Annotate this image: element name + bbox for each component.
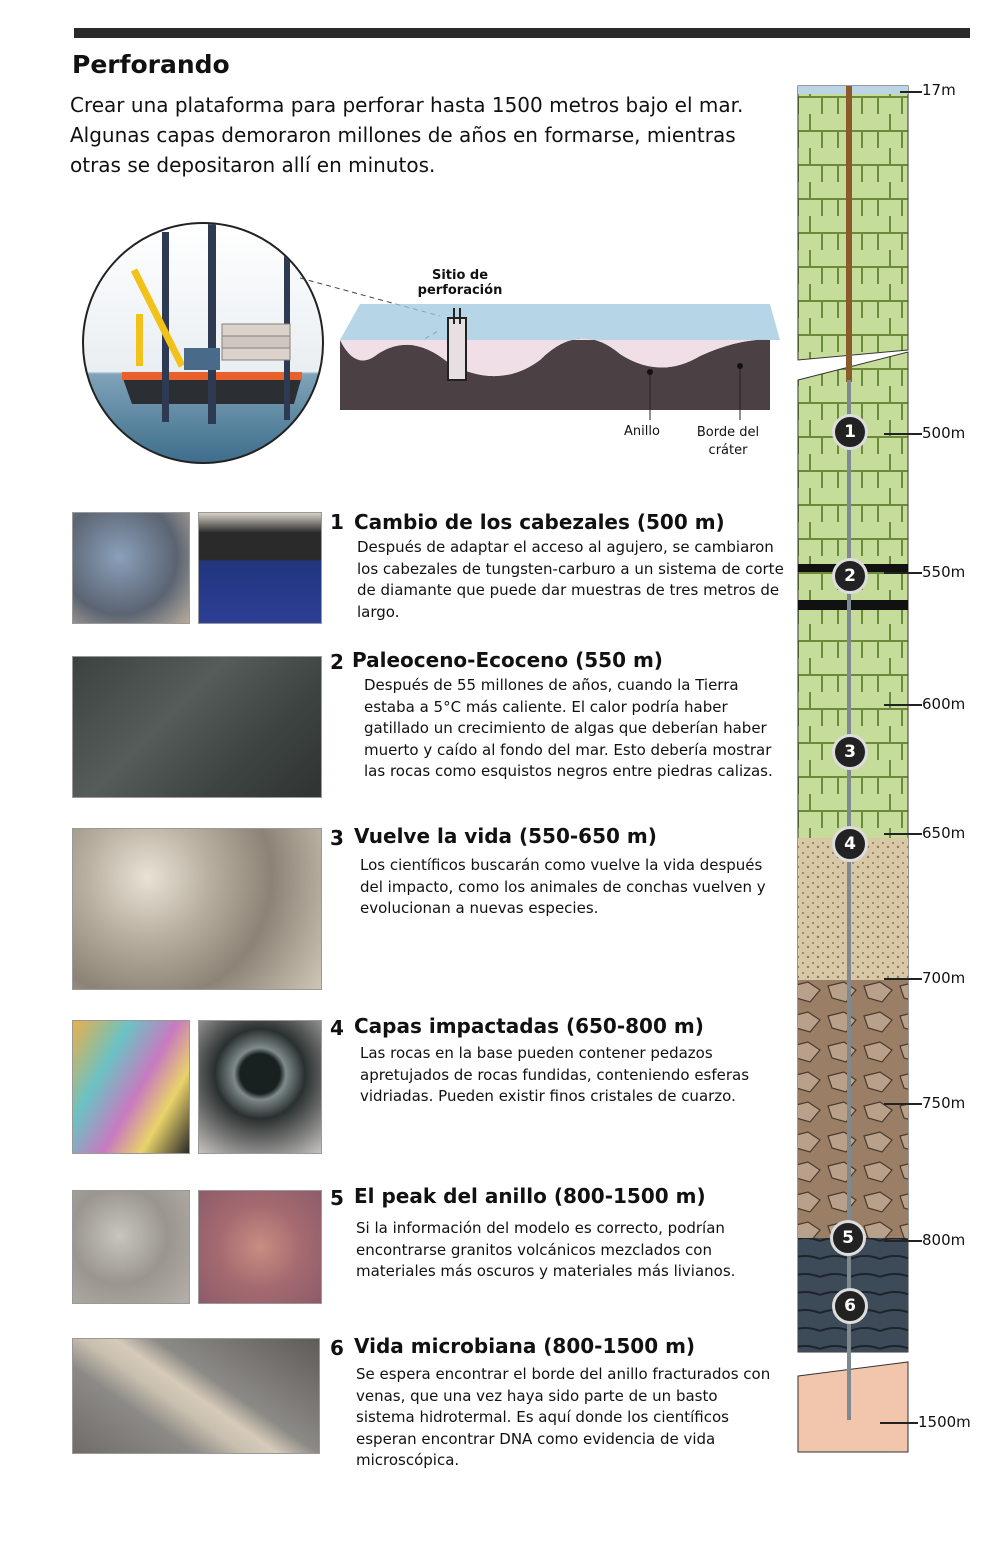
column-badge-5: 5: [830, 1220, 866, 1256]
section-1-number: 1: [330, 510, 344, 534]
depth-1500m: 1500m: [918, 1413, 971, 1431]
fossil-shells-photo: [72, 828, 322, 990]
tick-500m: [884, 433, 922, 435]
tick-650m: [884, 833, 922, 835]
column-badge-2: 2: [832, 558, 868, 594]
section-4-title: Capas impactadas (650-800 m): [354, 1014, 704, 1038]
section-5-title: El peak del anillo (800-1500 m): [354, 1184, 706, 1208]
column-badge-4: 4: [832, 826, 868, 862]
section-1-body: Después de adaptar el acceso al agujero, se cambiaron los cabezales de tungsten-carburo a un sistema de corte de diamante que puede dar muestras de tres metros de largo.: [357, 538, 784, 621]
crater-cross-section: [300, 260, 790, 420]
section-2-number: 2: [330, 650, 344, 674]
column-badge-1: 1: [832, 414, 868, 450]
section-3-number: 3: [330, 826, 344, 850]
glass-spheres-photo: [198, 1020, 322, 1154]
drill-site-label: Sitio de perforación: [417, 268, 503, 298]
tick-1500m: [880, 1422, 918, 1424]
top-rule: [74, 28, 970, 38]
section-6-number: 6: [330, 1336, 344, 1360]
tick-600m: [884, 704, 922, 706]
section-4-body: Las rocas en la base pueden contener pedazos apretujados de rocas fundidas, conteniendo esferas vidriadas. Pueden existir finos cristales de cuarzo.: [360, 1044, 750, 1105]
depth-750m: 750m: [922, 1094, 966, 1112]
black-shale-photo: [72, 656, 322, 798]
tick-750m: [884, 1103, 922, 1105]
granite-grey-photo: [72, 1190, 190, 1304]
section-2-body: Después de 55 millones de años, cuando la Tierra estaba a 5°C más caliente. El calor podría haber gatillado un crecimiento de algas que deberían haber muerto y caído al fondo del mar. Esto debería mostrar las rocas como esquistos negros entre piedras calizas.: [364, 676, 773, 780]
ring-label: Anillo: [624, 424, 660, 439]
column-badge-6: 6: [832, 1288, 868, 1324]
section-3-title: Vuelve la vida (550-650 m): [354, 824, 657, 848]
tick-700m: [884, 978, 922, 980]
depth-500m: 500m: [922, 424, 966, 442]
drilling-rig-illustration: [82, 222, 324, 464]
section-4-number: 4: [330, 1016, 344, 1040]
depth-650m: 650m: [922, 824, 966, 842]
section-1-title: Cambio de los cabezales (500 m): [354, 510, 725, 534]
section-5-number: 5: [330, 1186, 344, 1210]
tick-550m: [884, 572, 922, 574]
depth-600m: 600m: [922, 695, 966, 713]
page-title: Perforando: [72, 50, 230, 79]
depth-700m: 700m: [922, 969, 966, 987]
hydrothermal-vein-photo: [72, 1338, 320, 1454]
column-badge-3: 3: [832, 734, 868, 770]
section-5-body: Si la información del modelo es correcto, podrían encontrarse granitos volcánicos mezclados con materiales más oscuros y materiales más livianos.: [356, 1219, 736, 1280]
section-3-body: Los científicos buscarán como vuelve la vida después del impacto, como los animales de conchas vuelven y evolucionan a nuevas especies.: [360, 856, 766, 917]
tick-800m: [884, 1240, 922, 1242]
tick-17m: [900, 91, 922, 93]
depth-800m: 800m: [922, 1231, 966, 1249]
section-2-title: Paleoceno-Ecoceno (550 m): [352, 648, 663, 672]
drill-bit-photo: [72, 512, 190, 624]
section-6-title: Vida microbiana (800-1500 m): [354, 1334, 696, 1358]
intro-text: Crear una plataforma para perforar hasta 1500 metros bajo el mar. Algunas capas demoraron millones de años en formarse, mientras otras se depositaron allí en minutos.: [70, 93, 744, 177]
quartz-crystals-photo: [72, 1020, 190, 1154]
depth-550m: 550m: [922, 563, 966, 581]
depth-17m: 17m: [922, 81, 956, 99]
granite-pink-photo: [198, 1190, 322, 1304]
diamond-bit-photo: [198, 512, 322, 624]
crater-edge-label: Borde del cráter: [696, 425, 760, 458]
section-6-body: Se espera encontrar el borde del anillo fracturados con venas, que una vez haya sido parte de un basto sistema hidrotermal. Es aquí donde los científicos esperan encontrar DNA como evidencia de vida microscópica.: [356, 1365, 771, 1469]
